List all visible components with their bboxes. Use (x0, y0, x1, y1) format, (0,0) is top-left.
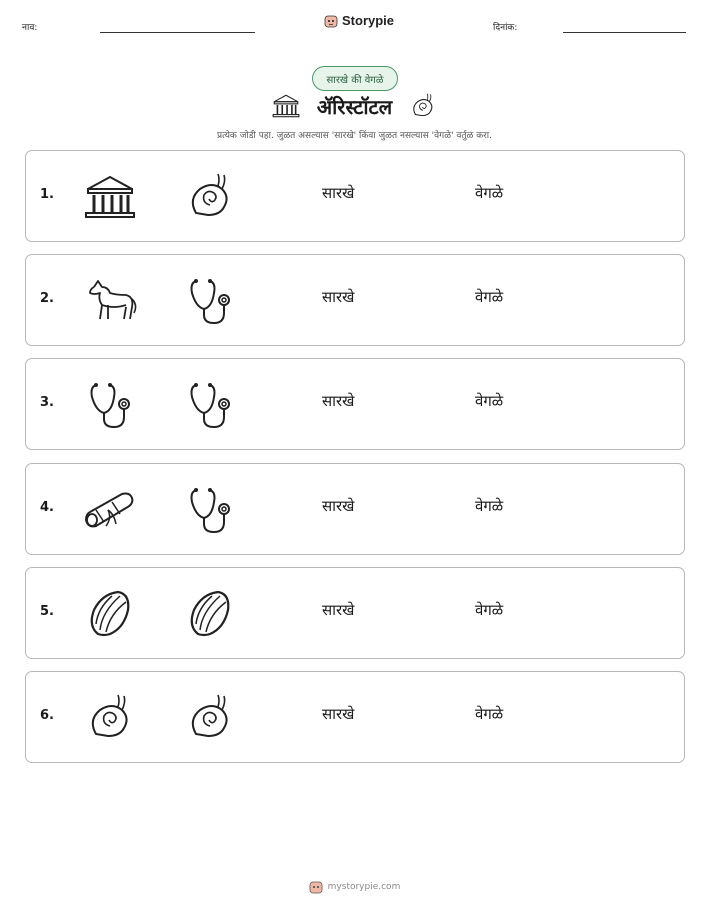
exercise-row (25, 567, 685, 659)
shell-icon (182, 690, 238, 746)
different-option[interactable]: वेगळे (475, 600, 504, 619)
shell-icon (408, 91, 438, 121)
brand-name: Storypie (342, 13, 395, 28)
storypie-logo-icon (324, 14, 338, 28)
stethoscope-icon (182, 482, 238, 538)
brand-logo (324, 13, 394, 28)
row-number: 2. (40, 291, 54, 307)
different-option[interactable]: वेगळे (475, 392, 504, 411)
same-option[interactable]: सारखे (322, 600, 355, 619)
temple-icon (271, 91, 301, 121)
stethoscope-icon (182, 273, 238, 329)
date-label: दिनांक: (493, 23, 518, 33)
stethoscope-icon (182, 377, 238, 433)
footer (0, 880, 709, 894)
horse-icon (82, 273, 138, 329)
shell-icon (182, 169, 238, 225)
same-option[interactable]: सारखे (322, 705, 355, 723)
row-number: 6. (40, 708, 54, 723)
exercise-row (25, 463, 685, 555)
same-option[interactable]: सारखे (322, 288, 355, 307)
row-number: 3. (40, 395, 54, 411)
same-option[interactable]: सारखे (322, 184, 355, 202)
different-option[interactable]: वेगळे (475, 705, 504, 723)
exercise-row (25, 254, 685, 346)
date-field[interactable] (563, 32, 686, 33)
same-option[interactable]: सारखे (322, 496, 355, 515)
seed-icon (182, 586, 238, 642)
temple-icon (82, 169, 138, 225)
exercise-row (25, 671, 685, 763)
row-number: 1. (40, 187, 54, 202)
seed-icon (82, 586, 138, 642)
title-row (0, 90, 709, 122)
different-option[interactable]: वेगळे (475, 184, 504, 202)
different-option[interactable]: वेगळे (475, 496, 504, 515)
exercise-row (25, 150, 685, 242)
name-label: नाव: (22, 23, 38, 33)
worksheet-header (0, 0, 709, 50)
storypie-logo-icon (309, 880, 323, 894)
activity-badge: सारखे की वेगळे (312, 66, 398, 91)
stethoscope-icon (82, 377, 138, 433)
same-option[interactable]: सारखे (322, 392, 355, 411)
instructions: प्रत्येक जोडी पहा. जुळत असल्यास 'सारखे' किंवा जुळत नसल्यास 'वेगळे' वर्तुळ करा. (216, 131, 492, 141)
row-number: 5. (40, 603, 54, 619)
page-title: ॲरिस्टॉटल (316, 94, 393, 119)
row-number: 4. (40, 499, 54, 515)
footer-url: mystorypie.com (327, 882, 401, 892)
name-field[interactable] (100, 32, 255, 33)
shell-icon (82, 690, 138, 746)
different-option[interactable]: वेगळे (475, 288, 504, 307)
scroll-icon (82, 482, 138, 538)
exercise-row (25, 358, 685, 450)
